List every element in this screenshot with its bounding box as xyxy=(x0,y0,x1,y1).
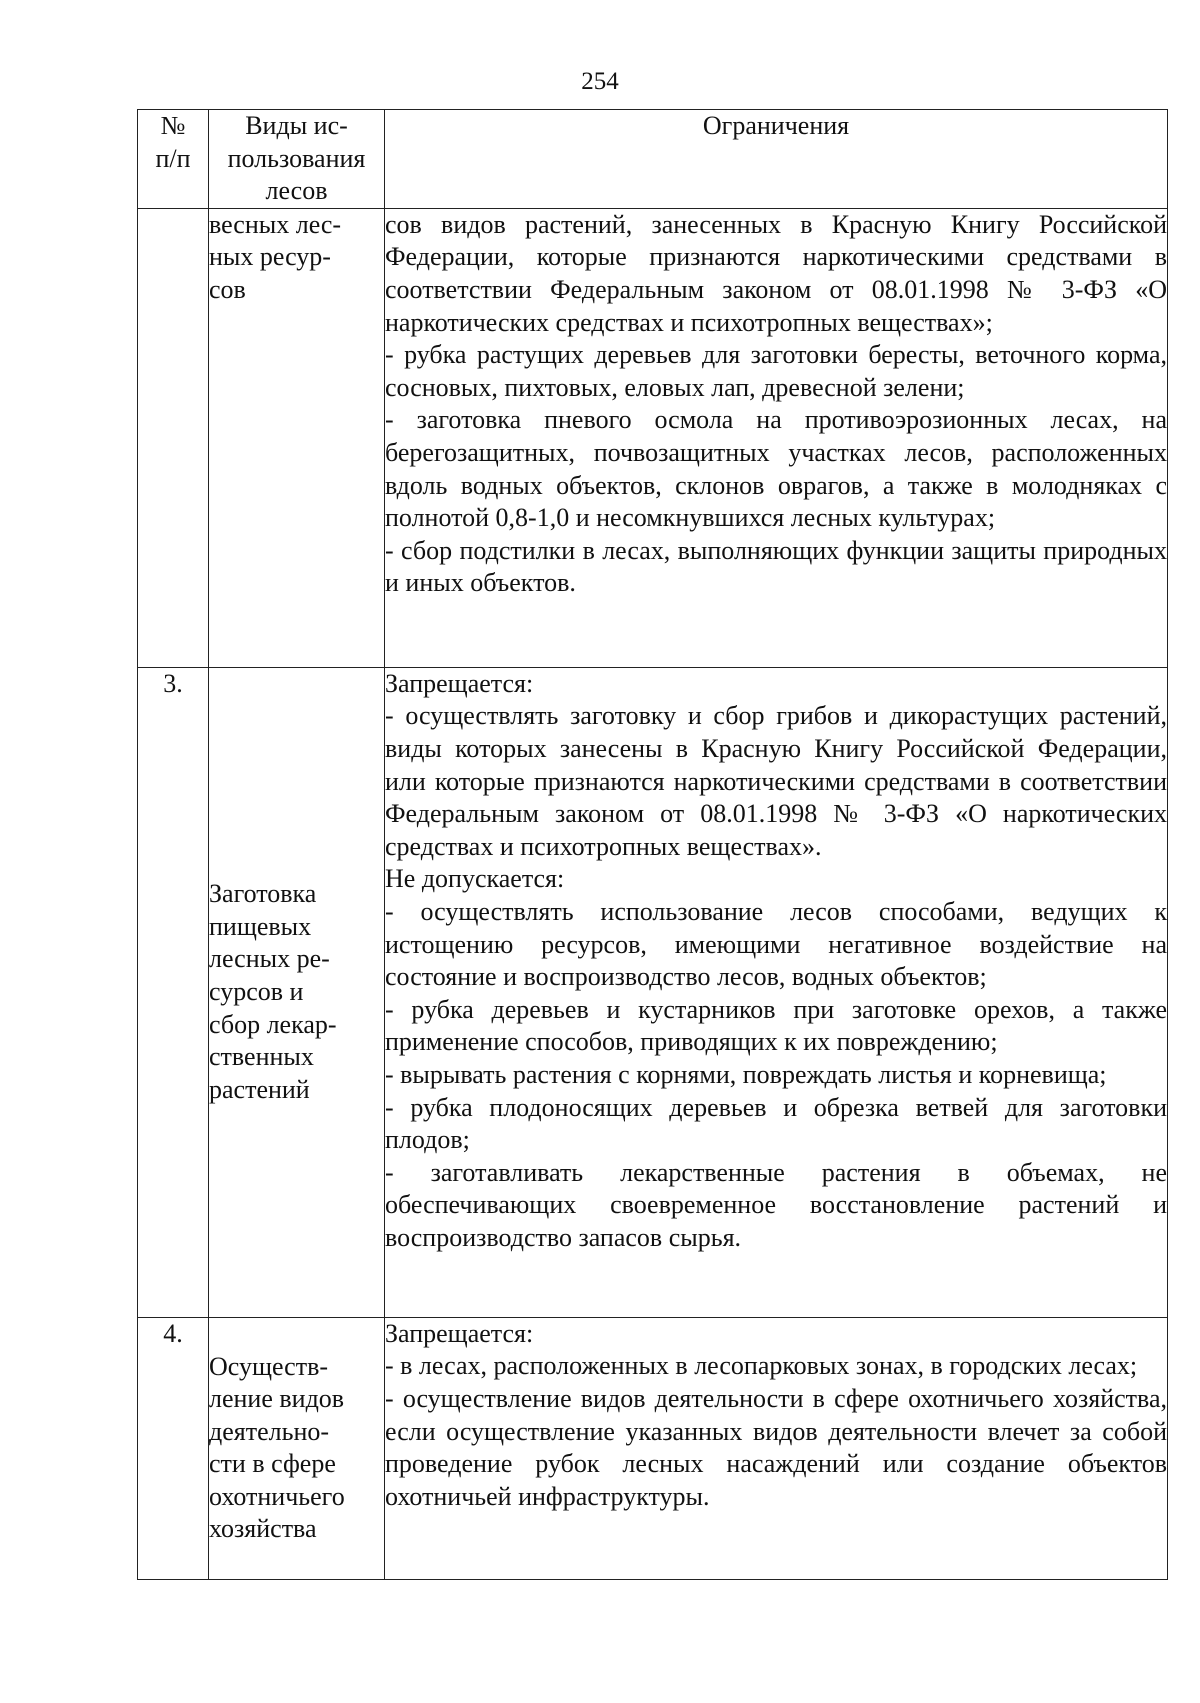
header-number-line2: п/п xyxy=(155,143,191,173)
header-number xyxy=(138,110,209,209)
restriction-item: - осуществлять заготовку и сбор грибов и дикорастущих растений, виды которых занесены в Красную Книгу Российской Федерации, или которые признаются наркотическими средствами в соответствии Федеральным законом от 08.01.1998 № 3-ФЗ «О наркотических средствах и психотропных веществах». xyxy=(385,701,1167,861)
restriction-item: - рубка деревьев и кустарников при заготовке орехов, а также применение способов, приводящих к их повреждению; xyxy=(385,994,1167,1057)
restriction-item: - осуществление видов деятельности в сфере охотничьего хозяйства, если осуществление указанных видов деятельности влечет за собой проведение рубок лесных насаждений или создание объектов охотничьей инфраструктуры. xyxy=(385,1383,1167,1511)
restriction-heading: Не допускается: xyxy=(385,864,565,894)
restrictions-table xyxy=(137,109,1168,1580)
restriction-item: - заготовка пневого осмола на противоэрозионных лесах, на берегозащитных, почвозащитных участках лесов, расположенных вдоль водных объектов, склонов оврагов, а также в молодняках с полнотой 0,8-1,0 и несомкнувшихся лесных культурах; xyxy=(385,405,1167,533)
table-header-row xyxy=(138,110,1168,209)
row-usage-type xyxy=(209,667,385,1317)
restriction-item: - рубка растущих деревьев для заготовки бересты, веточного корма, сосновых, пихтовых, еловых лап, древесной зелени; xyxy=(385,340,1167,402)
row-number: 3. xyxy=(138,667,209,1317)
row-restrictions xyxy=(385,667,1168,1317)
usage-type-text: весных лес- ных ресур- сов xyxy=(209,209,342,304)
table-row xyxy=(138,1317,1168,1579)
page-number: 254 xyxy=(581,68,619,95)
row-restrictions xyxy=(385,208,1168,667)
restriction-item: - вырывать растения с корнями, повреждать листья и корневища; xyxy=(385,1059,1107,1089)
restriction-item: сов видов растений, занесенных в Красную Книгу Российской Федерации, которые признаются наркотическими средствами в соответствии Федеральным законом от 08.01.1998 № 3-ФЗ «О наркотических средствах и психотропных веществах»; xyxy=(385,209,1167,337)
restriction-item: - заготавливать лекарственные растения в объемах, не обеспечивающих своевременное восстановление растений и воспроизводство запасов сырья. xyxy=(385,1157,1167,1252)
row-restrictions xyxy=(385,1317,1168,1579)
header-number-line1: № xyxy=(160,111,186,140)
restriction-item: - в лесах, расположенных в лесопарковых зонах, в городских лесах; xyxy=(385,1351,1138,1381)
restriction-item: - осуществлять использование лесов способами, ведущих к истощению ресурсов, имеющими негативное воздействие на состояние и воспроизводство лесов, водных объектов; xyxy=(385,896,1167,992)
row-number xyxy=(138,208,209,667)
row-usage-type xyxy=(209,1317,385,1579)
header-usage-type-line1: Виды ис- xyxy=(245,111,348,140)
header-usage-type-line2: пользования xyxy=(227,143,366,173)
header-usage-type-line3: лесов xyxy=(265,176,328,206)
row-number: 4. xyxy=(138,1317,209,1579)
table-row xyxy=(138,208,1168,667)
restriction-item: - сбор подстилки в лесах, выполняющих функции защиты природных и иных объектов. xyxy=(385,535,1167,598)
restriction-heading: Запрещается: xyxy=(385,1318,534,1348)
header-usage-type xyxy=(209,110,385,209)
row-usage-type xyxy=(209,208,385,667)
header-restrictions: Ограничения xyxy=(385,110,1168,209)
restriction-heading: Запрещается: xyxy=(385,668,534,698)
usage-type-text: Осуществ- ление видов деятельно- сти в сфере охотничьего хозяйства xyxy=(209,1351,345,1544)
restriction-item: - рубка плодоносящих деревьев и обрезка ветвей для заготовки плодов; xyxy=(385,1092,1167,1155)
usage-type-text: Заготовка пищевых лесных ре- сурсов и сбор лекар- ственных растений xyxy=(209,879,337,1104)
table-row xyxy=(138,667,1168,1317)
